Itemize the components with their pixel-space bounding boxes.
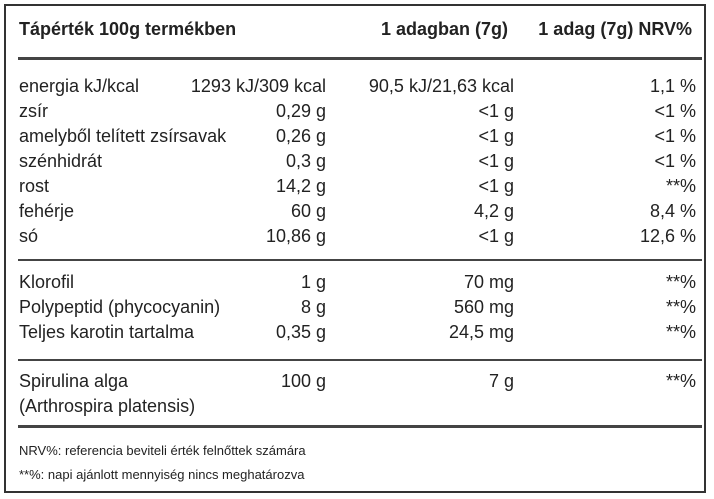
nutrient-name: rost [19,176,50,196]
nutrient-name: fehérje [19,201,75,221]
active-per-serving: 560 mg [453,297,514,317]
active-per-serving: 24,5 mg [448,322,514,342]
nutrient-row-protein [6,201,708,226]
nutrient-row-salt [6,226,708,251]
nutrient-per-serving: <1 g [478,126,514,146]
nutrient-name: szénhidrát [19,151,103,171]
spirulina-subname-row [6,396,708,421]
nutrient-per100: 60 g [290,201,326,221]
nutrient-nrv: <1 % [654,151,696,171]
nutrient-nrv: <1 % [654,126,696,146]
active-nrv: **% [665,322,696,342]
footer-divider [18,425,702,428]
nutrient-name: só [19,226,39,246]
nutrient-per-serving: 4,2 g [473,201,514,221]
header-divider [18,57,702,60]
nutrient-row-energy [6,76,708,101]
spirulina-per100: 100 g [280,371,326,391]
nutrient-per100: 0,26 g [275,126,326,146]
nutrient-name: amelyből telített zsírsavak [19,126,227,146]
spirulina-per-serving: 7 g [488,371,514,391]
active-nrv: **% [665,297,696,317]
nutrient-per100: 1293 kJ/309 kcal [190,76,326,96]
active-nrv: **% [665,272,696,292]
nutrient-name: energia kJ/kcal [19,76,140,96]
nutrient-per-serving: <1 g [478,101,514,121]
nutrient-row-saturated-fat [6,126,708,151]
nutrient-name: zsír [19,101,48,121]
spirulina-nrv: **% [665,371,696,391]
footnote-stars: **%: napi ajánlott mennyiség nincs meghatározva [19,467,305,482]
footnote-nrv: NRV%: referencia beviteli érték felnőttek számára [19,443,306,458]
section-divider [18,359,702,361]
nutrient-row-fat [6,101,708,126]
nutrient-nrv: **% [665,176,696,196]
spirulina-latin-name: (Arthrospira platensis) [19,396,196,416]
header-nrv: 1 adag (7g) NRV% [538,19,692,39]
section-divider [18,259,702,261]
nutrition-facts-table [4,4,706,493]
nutrient-per100: 0,3 g [285,151,326,171]
active-per100: 1 g [300,272,326,292]
active-per-serving: 70 mg [463,272,514,292]
nutrient-per-serving: 90,5 kJ/21,63 kcal [368,76,514,96]
active-name: Klorofil [19,272,75,292]
nutrient-per100: 14,2 g [275,176,326,196]
header-per-serving: 1 adagban (7g) [380,19,508,39]
nutrient-per100: 10,86 g [265,226,326,246]
nutrient-nrv: 1,1 % [649,76,696,96]
nutrient-nrv: <1 % [654,101,696,121]
nutrient-nrv: 8,4 % [649,201,696,221]
nutrient-per-serving: <1 g [478,151,514,171]
nutrient-row-fiber [6,176,708,201]
nutrient-per-serving: <1 g [478,176,514,196]
nutrient-row-carbohydrate [6,151,708,176]
active-name: Teljes karotin tartalma [19,322,195,342]
active-row-carotene [6,322,708,347]
nutrient-per-serving: <1 g [478,226,514,246]
active-per100: 0,35 g [275,322,326,342]
spirulina-row [6,371,708,396]
active-name: Polypeptid (phycocyanin) [19,297,221,317]
nutrient-per100: 0,29 g [275,101,326,121]
nutrient-nrv: 12,6 % [639,226,696,246]
header-per100g: Tápérték 100g termékben [19,19,237,39]
active-row-chlorophyll [6,272,708,297]
spirulina-name: Spirulina alga [19,371,129,391]
active-row-polypeptide [6,297,708,322]
active-per100: 8 g [300,297,326,317]
